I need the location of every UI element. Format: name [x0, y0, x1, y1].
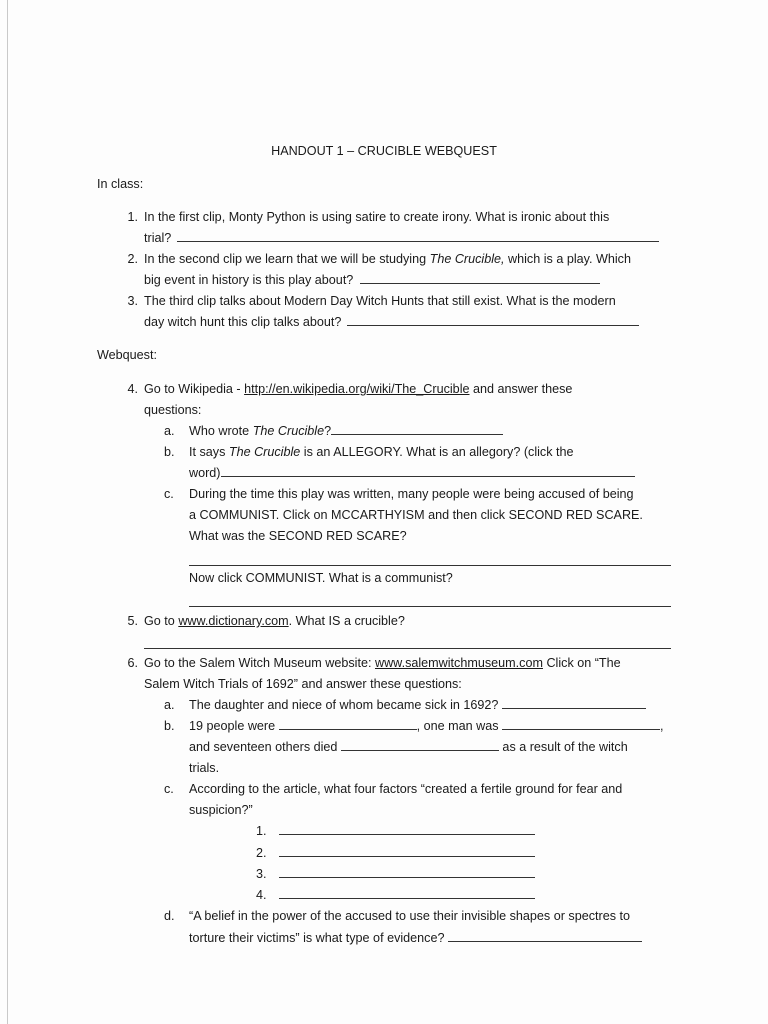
- question-6b-line2: and seventeen others died as a result of the witch: [189, 737, 628, 758]
- question-2-line2: [144, 270, 600, 291]
- answer-blank[interactable]: [341, 737, 499, 751]
- answer-blank[interactable]: [331, 421, 503, 435]
- webquest-label: Webquest:: [97, 348, 157, 362]
- question-text: The third clip talks about Modern Day Witch Hunts that still exist. What is the modern: [144, 294, 616, 308]
- question-6a: [164, 695, 499, 716]
- question-4a: [164, 421, 332, 442]
- question-text: Go to the Salem Witch Museum website: www.salemwitchmuseum.com Click on “The: [144, 656, 621, 670]
- question-letter: c.: [164, 782, 174, 796]
- answer-blank[interactable]: [279, 843, 535, 857]
- question-text: Who wrote The Crucible?: [189, 421, 503, 442]
- factor-item: 3.: [256, 864, 535, 885]
- answer-blank[interactable]: [189, 565, 671, 566]
- question-4c-line2: a COMMUNIST. Click on MCCARTHYISM and then click SECOND RED SCARE.: [189, 508, 643, 522]
- question-text: big event in history is this play about?: [144, 273, 354, 287]
- salem-museum-link[interactable]: www.salemwitchmuseum.com: [374, 656, 543, 670]
- question-number: 3.: [127, 294, 138, 308]
- question-letter: a.: [164, 424, 175, 438]
- answer-blank[interactable]: [144, 648, 671, 649]
- question-number: 1.: [127, 210, 138, 224]
- question-text: During the time this play was written, many people were being accused of being: [189, 487, 634, 501]
- answer-blank[interactable]: [347, 312, 639, 326]
- answer-blank[interactable]: [448, 928, 642, 942]
- answer-blank[interactable]: [279, 885, 535, 899]
- question-6b: [164, 716, 664, 737]
- question-number: 4.: [127, 382, 138, 396]
- question-text: In the second clip we learn that we will be studying The Crucible, which is a play. Which: [144, 252, 631, 266]
- question-6d-line2: torture their victims” is what type of evidence?: [189, 928, 642, 949]
- question-number: 2.: [127, 252, 138, 266]
- question-number: 6.: [127, 656, 138, 670]
- question-4c: [164, 484, 634, 505]
- question-4b-line2: [189, 463, 635, 484]
- factor-item: 2.: [256, 843, 535, 864]
- question-6-line2: Salem Witch Trials of 1692” and answer these questions:: [144, 677, 462, 691]
- question-letter: b.: [164, 445, 175, 459]
- question-text: Go to Wikipedia - http://en.wikipedia.org/wiki/The_Crucible and answer these: [144, 382, 573, 396]
- question-letter: c.: [164, 487, 174, 501]
- question-text: “A belief in the power of the accused to use their invisible shapes or spectres to: [189, 909, 631, 923]
- question-6c: [164, 779, 623, 800]
- answer-blank[interactable]: [279, 821, 535, 835]
- question-letter: a.: [164, 698, 175, 712]
- question-text: trial?: [144, 231, 172, 245]
- question-text: 19 people were , one man was ,: [189, 716, 664, 737]
- factor-item: 4.: [256, 885, 535, 906]
- question-text: Go to www.dictionary.com. What IS a crucible?: [144, 614, 405, 628]
- answer-blank[interactable]: [502, 695, 646, 709]
- answer-blank[interactable]: [360, 270, 600, 284]
- answer-blank[interactable]: [177, 228, 659, 242]
- factor-item: 1.: [256, 821, 535, 842]
- question-6b-line3: trials.: [189, 761, 220, 775]
- question-number: 5.: [127, 614, 138, 628]
- wikipedia-link[interactable]: http://en.wikipedia.org/wiki/The_Crucible: [244, 382, 470, 396]
- question-3-line2: [144, 312, 639, 333]
- question-1-line2: [144, 228, 659, 249]
- question-4-line2: questions:: [144, 403, 202, 417]
- question-6c-line2: suspicion?”: [189, 803, 253, 817]
- question-letter: b.: [164, 719, 175, 733]
- answer-blank[interactable]: [221, 463, 635, 477]
- question-4c-line3: What was the SECOND RED SCARE?: [189, 529, 407, 543]
- question-text: day witch hunt this clip talks about?: [144, 315, 342, 329]
- answer-blank[interactable]: [279, 864, 535, 878]
- dictionary-link[interactable]: www.dictionary.com: [178, 614, 289, 628]
- answer-blank[interactable]: [502, 716, 660, 730]
- question-4b: [164, 442, 574, 463]
- question-6d: [164, 906, 631, 927]
- question-text: word): [189, 466, 221, 480]
- question-text: The daughter and niece of whom became sick in 1692?: [189, 695, 646, 716]
- answer-blank[interactable]: [189, 606, 671, 607]
- question-4c-line4: Now click COMMUNIST. What is a communist?: [189, 571, 453, 585]
- question-text: It says The Crucible is an ALLEGORY. What is an allegory? (click the: [189, 445, 574, 459]
- in-class-label: In class:: [97, 177, 144, 191]
- answer-blank[interactable]: [279, 716, 417, 730]
- question-letter: d.: [164, 909, 175, 923]
- question-text: According to the article, what four factors “created a fertile ground for fear and: [189, 782, 623, 796]
- question-text: In the first clip, Monty Python is using satire to create irony. What is ironic about this: [144, 210, 610, 224]
- page-title: HANDOUT 1 – CRUCIBLE WEBQUEST: [271, 144, 497, 158]
